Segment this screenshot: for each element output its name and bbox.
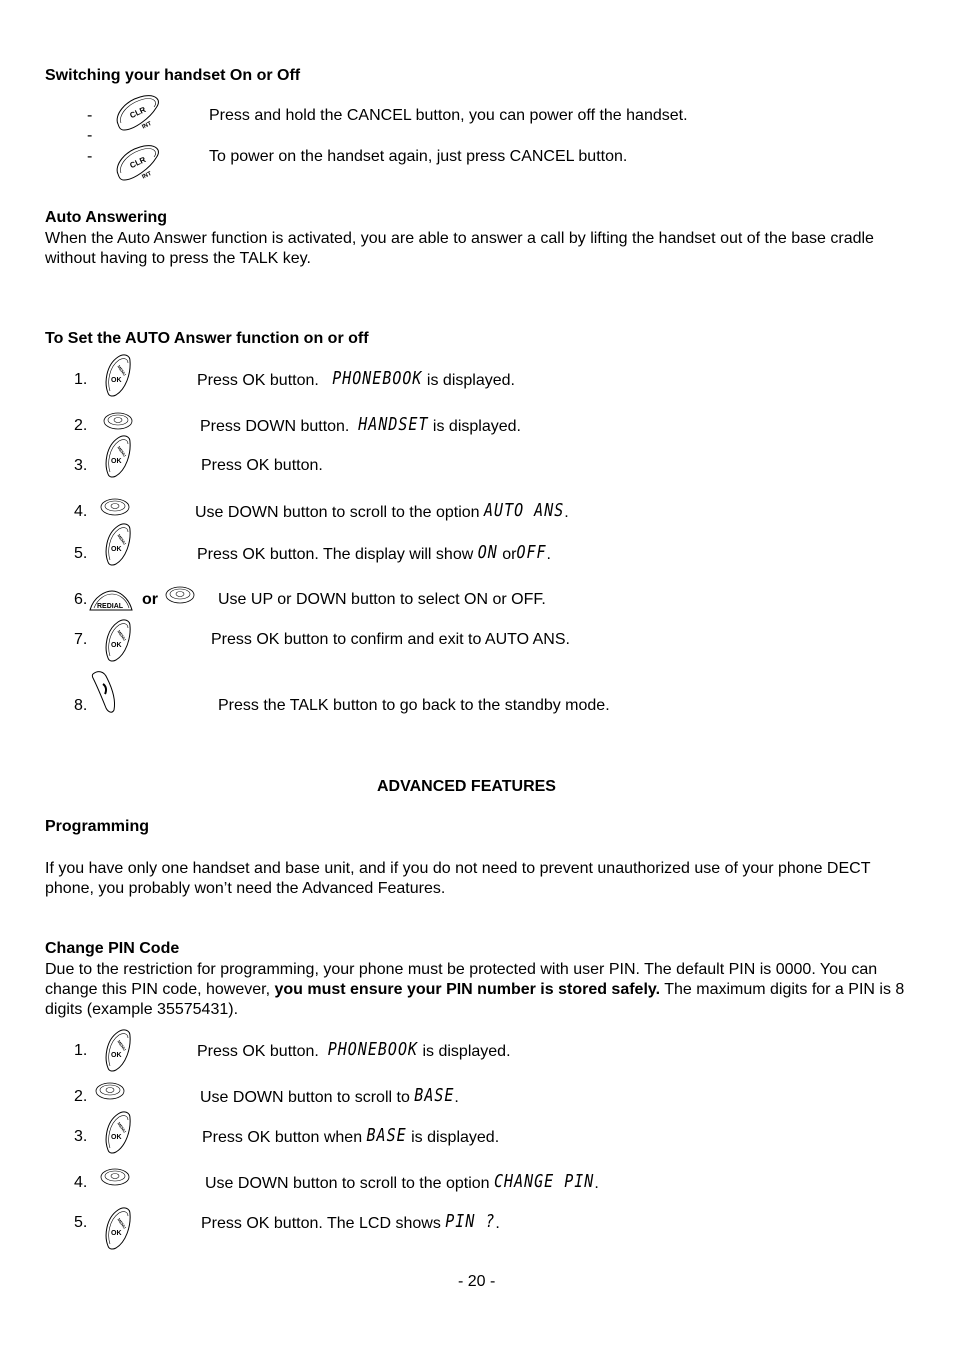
step-text: Press OK button. The LCD shows PIN ?.: [201, 1210, 500, 1232]
step-text: Press DOWN button. HANDSET is displayed.: [200, 413, 521, 435]
or-text: or: [142, 591, 158, 608]
down-button-icon: [100, 498, 130, 516]
step-number: 1.: [74, 371, 88, 388]
lcd-text: PHONEBOOK: [332, 367, 423, 389]
cancel-button-icon: [114, 94, 164, 134]
lcd-text: HANDSET: [358, 413, 429, 435]
menu-label: MENU: [116, 1217, 128, 1230]
ok-button-icon: [102, 434, 134, 480]
advanced-features-heading: ADVANCED FEATURES: [377, 778, 556, 795]
step-number: 5.: [74, 545, 88, 562]
int-label: INT: [141, 120, 153, 131]
step-number: 3.: [74, 1128, 88, 1145]
lcd-text: AUTO ANS: [484, 499, 565, 521]
step-number: 5.: [74, 1214, 88, 1231]
lcd-text: BASE: [414, 1084, 455, 1106]
lcd-text: PIN ?: [445, 1210, 496, 1232]
programming-body: If you have only one handset and base unit, and if you do not need to prevent unauthorized use of your phone DECT phone, you probably won’t need the Advanced Features.: [45, 860, 871, 897]
ok-button-icon: [102, 1028, 134, 1074]
menu-label: MENU: [116, 629, 128, 642]
step-text: Press OK button to confirm and exit to AUTO ANS.: [211, 631, 570, 648]
redial-button-icon: [88, 588, 134, 614]
step-text: Press OK button when BASE is displayed.: [202, 1124, 500, 1146]
ok-button-icon: [102, 1110, 134, 1156]
step-text: Press the TALK button to go back to the standby mode.: [218, 697, 610, 714]
talk-button-icon: [90, 668, 120, 714]
dash-2: -: [87, 127, 93, 144]
ok-label: OK: [111, 1052, 122, 1059]
down-button-icon: [103, 412, 133, 430]
lcd-text: CHANGE PIN: [494, 1170, 595, 1192]
ok-button-icon: [102, 618, 134, 664]
step-number: 8.: [74, 697, 88, 714]
switch-line-2: To power on the handset again, just press CANCEL button.: [209, 148, 628, 165]
step-number: 6.: [74, 591, 88, 608]
switch-line-1: Press and hold the CANCEL button, you can power off the handset.: [209, 107, 688, 124]
section-heading-change-pin: Change PIN Code: [45, 940, 180, 957]
step-number: 4.: [74, 503, 88, 520]
down-button-icon: [165, 586, 195, 604]
ok-button-icon: [102, 1206, 134, 1252]
step-text: Use DOWN button to scroll to the option AUTO ANS.: [195, 499, 569, 521]
step-text: Use DOWN button to scroll to BASE.: [200, 1084, 459, 1106]
section-heading-programming: Programming: [45, 818, 150, 835]
section-heading-switching: Switching your handset On or Off: [45, 67, 301, 84]
step-text: Press OK button. The display will show ON orOFF.: [197, 541, 551, 563]
ok-label: OK: [111, 1134, 122, 1141]
ok-button-icon: [102, 522, 134, 568]
int-label: INT: [141, 170, 153, 181]
redial-label: REDIAL: [97, 603, 124, 610]
step-text: Press OK button. PHONEBOOK is displayed.: [197, 367, 515, 389]
step-number: 2.: [74, 1088, 88, 1105]
step-number: 2.: [74, 417, 88, 434]
lcd-text: OFF: [516, 541, 547, 563]
change-pin-body: Due to the restriction for programming, your phone must be protected with user PIN. The default PIN is 0000. You can change this PIN code, however, you must ensure your PIN number is stored safely. The maximum digits for a PIN is 8 digits (example 35575431).: [45, 961, 905, 1018]
menu-label: MENU: [116, 364, 128, 377]
clr-label: CLR: [128, 155, 148, 171]
lcd-text: PHONEBOOK: [327, 1038, 419, 1060]
down-button-icon: [95, 1082, 125, 1100]
ok-label: OK: [111, 1230, 122, 1237]
ok-label: OK: [111, 377, 122, 384]
down-button-icon: [100, 1168, 130, 1186]
step-text: Use DOWN button to scroll to the option CHANGE PIN.: [205, 1170, 599, 1192]
step-text: Use UP or DOWN button to select ON or OFF.: [218, 591, 546, 608]
menu-label: MENU: [116, 1121, 128, 1134]
clr-label: CLR: [128, 105, 148, 121]
lcd-text: BASE: [366, 1124, 407, 1146]
dash-1: -: [87, 107, 93, 124]
ok-label: OK: [111, 546, 122, 553]
step-number: 1.: [74, 1042, 88, 1059]
step-text: Press OK button.: [201, 457, 323, 474]
menu-label: MENU: [116, 445, 128, 458]
cancel-button-icon: [114, 144, 164, 184]
step-text: Press OK button. PHONEBOOK is displayed.: [197, 1038, 511, 1060]
lcd-text: ON: [477, 541, 498, 563]
page-number: - 20 -: [458, 1273, 496, 1290]
menu-label: MENU: [116, 1039, 128, 1052]
step-number: 4.: [74, 1174, 88, 1191]
dash-3: -: [87, 148, 93, 165]
step-number: 3.: [74, 457, 88, 474]
auto-answering-body: When the Auto Answer function is activated, you are able to answer a call by lifting the handset out of the base cradle without having to press the TALK key.: [45, 230, 874, 267]
menu-label: MENU: [116, 533, 128, 546]
step-number: 7.: [74, 631, 88, 648]
ok-button-icon: [102, 353, 134, 399]
section-heading-auto-answering: Auto Answering: [45, 209, 168, 226]
section-heading-set-auto: To Set the AUTO Answer function on or off: [45, 330, 369, 347]
ok-label: OK: [111, 458, 122, 465]
ok-label: OK: [111, 642, 122, 649]
